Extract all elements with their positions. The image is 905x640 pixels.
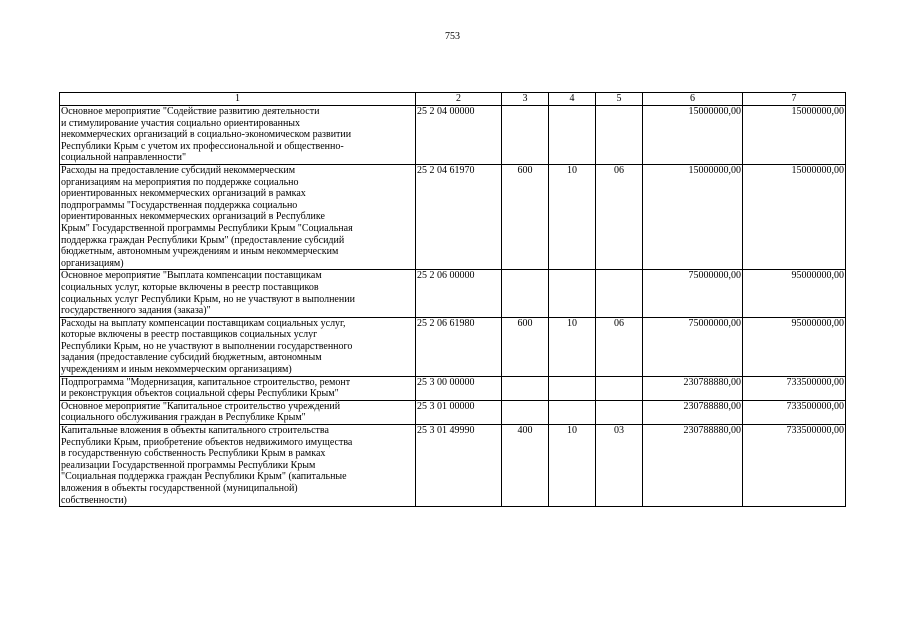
row-expense-type: 600 xyxy=(502,164,549,269)
row-section xyxy=(549,106,596,165)
row-name: Подпрограмма "Модернизация, капитальное строительство, ремонт и реконструкция объектов социальной сферы Республики Крым" xyxy=(60,376,416,400)
table-row xyxy=(60,317,846,376)
row-amount-col6: 75000000,00 xyxy=(643,317,743,376)
row-expense-type xyxy=(502,400,549,424)
row-section xyxy=(549,400,596,424)
row-target-code: 25 3 01 00000 xyxy=(416,400,502,424)
row-amount-col6: 230788880,00 xyxy=(643,400,743,424)
header-cell: 1 xyxy=(60,93,416,106)
row-expense-type xyxy=(502,376,549,400)
table-row xyxy=(60,270,846,317)
row-section xyxy=(549,376,596,400)
row-target-code: 25 2 06 61980 xyxy=(416,317,502,376)
row-subsection xyxy=(596,270,643,317)
row-amount-col7: 95000000,00 xyxy=(743,317,846,376)
header-cell: 4 xyxy=(549,93,596,106)
table-row xyxy=(60,425,846,507)
row-subsection: 06 xyxy=(596,317,643,376)
row-subsection: 03 xyxy=(596,425,643,507)
row-section: 10 xyxy=(549,164,596,269)
row-expense-type: 400 xyxy=(502,425,549,507)
row-amount-col6: 15000000,00 xyxy=(643,164,743,269)
row-target-code: 25 2 04 00000 xyxy=(416,106,502,165)
row-name: Основное мероприятие "Капитальное строительство учреждений социального обслуживания граждан в Республике Крым" xyxy=(60,400,416,424)
header-cell: 3 xyxy=(502,93,549,106)
row-target-code: 25 2 04 61970 xyxy=(416,164,502,269)
header-cell: 6 xyxy=(643,93,743,106)
row-section: 10 xyxy=(549,317,596,376)
row-subsection: 06 xyxy=(596,164,643,269)
row-target-code: 25 3 00 00000 xyxy=(416,376,502,400)
row-amount-col7: 733500000,00 xyxy=(743,400,846,424)
row-expense-type: 600 xyxy=(502,317,549,376)
row-amount-col6: 230788880,00 xyxy=(643,376,743,400)
row-expense-type xyxy=(502,270,549,317)
table-header-row xyxy=(60,93,846,106)
row-name: Расходы на выплату компенсации поставщикам социальных услуг, которые включены в реестр поставщиков социальных услуг Республики Крым, но не участвуют в выполнении государственного задания (предоставление субсидий бюджетным, автономным учреждениям и иным некоммерческим организациям) xyxy=(60,317,416,376)
row-expense-type xyxy=(502,106,549,165)
table-row xyxy=(60,400,846,424)
row-amount-col6: 75000000,00 xyxy=(643,270,743,317)
table-row xyxy=(60,376,846,400)
row-amount-col7: 15000000,00 xyxy=(743,106,846,165)
row-name: Капитальные вложения в объекты капитального строительства Республики Крым, приобретение объектов недвижимого имущества в государственную собственность Республики Крым в рамках реализации Государственной программы Республики Крым "Социальная поддержка граждан Республики Крым" (капитальные вложения в объекты государственной (муниципальной) собственности) xyxy=(60,425,416,507)
row-amount-col7: 733500000,00 xyxy=(743,425,846,507)
budget-table xyxy=(59,92,846,507)
header-cell: 2 xyxy=(416,93,502,106)
row-section: 10 xyxy=(549,425,596,507)
table-row xyxy=(60,164,846,269)
row-name: Основное мероприятие "Содействие развитию деятельности и стимулирование участия социально ориентированных некоммерческих организаций в социально-экономическом развитии Республики Крым с учетом их профессиональной и общественно- социальной направленности" xyxy=(60,106,416,165)
row-subsection xyxy=(596,106,643,165)
row-target-code: 25 3 01 49990 xyxy=(416,425,502,507)
row-amount-col7: 733500000,00 xyxy=(743,376,846,400)
header-cell: 5 xyxy=(596,93,643,106)
row-amount-col6: 230788880,00 xyxy=(643,425,743,507)
row-section xyxy=(549,270,596,317)
row-target-code: 25 2 06 00000 xyxy=(416,270,502,317)
header-cell: 7 xyxy=(743,93,846,106)
row-subsection xyxy=(596,376,643,400)
row-amount-col7: 15000000,00 xyxy=(743,164,846,269)
row-name: Основное мероприятие "Выплата компенсации поставщикам социальных услуг, которые включены в реестр поставщиков социальных услуг Республики Крым, но не участвуют в выполнении государственного задания (заказа)" xyxy=(60,270,416,317)
row-amount-col7: 95000000,00 xyxy=(743,270,846,317)
table-row xyxy=(60,106,846,165)
row-amount-col6: 15000000,00 xyxy=(643,106,743,165)
row-name: Расходы на предоставление субсидий некоммерческим организациям на мероприятия по поддержке социально ориентированных некоммерческих организаций в рамках подпрограммы "Государственная поддержка социально ориентированных некоммерческих организаций в Республике Крым" Государственной программы Республики Крым "Социальная поддержка граждан Республики Крым" (предоставление субсидий бюджетным, автономным учреждениям и иным некоммерческим организациям) xyxy=(60,164,416,269)
row-subsection xyxy=(596,400,643,424)
page-number: 753 xyxy=(445,31,460,42)
